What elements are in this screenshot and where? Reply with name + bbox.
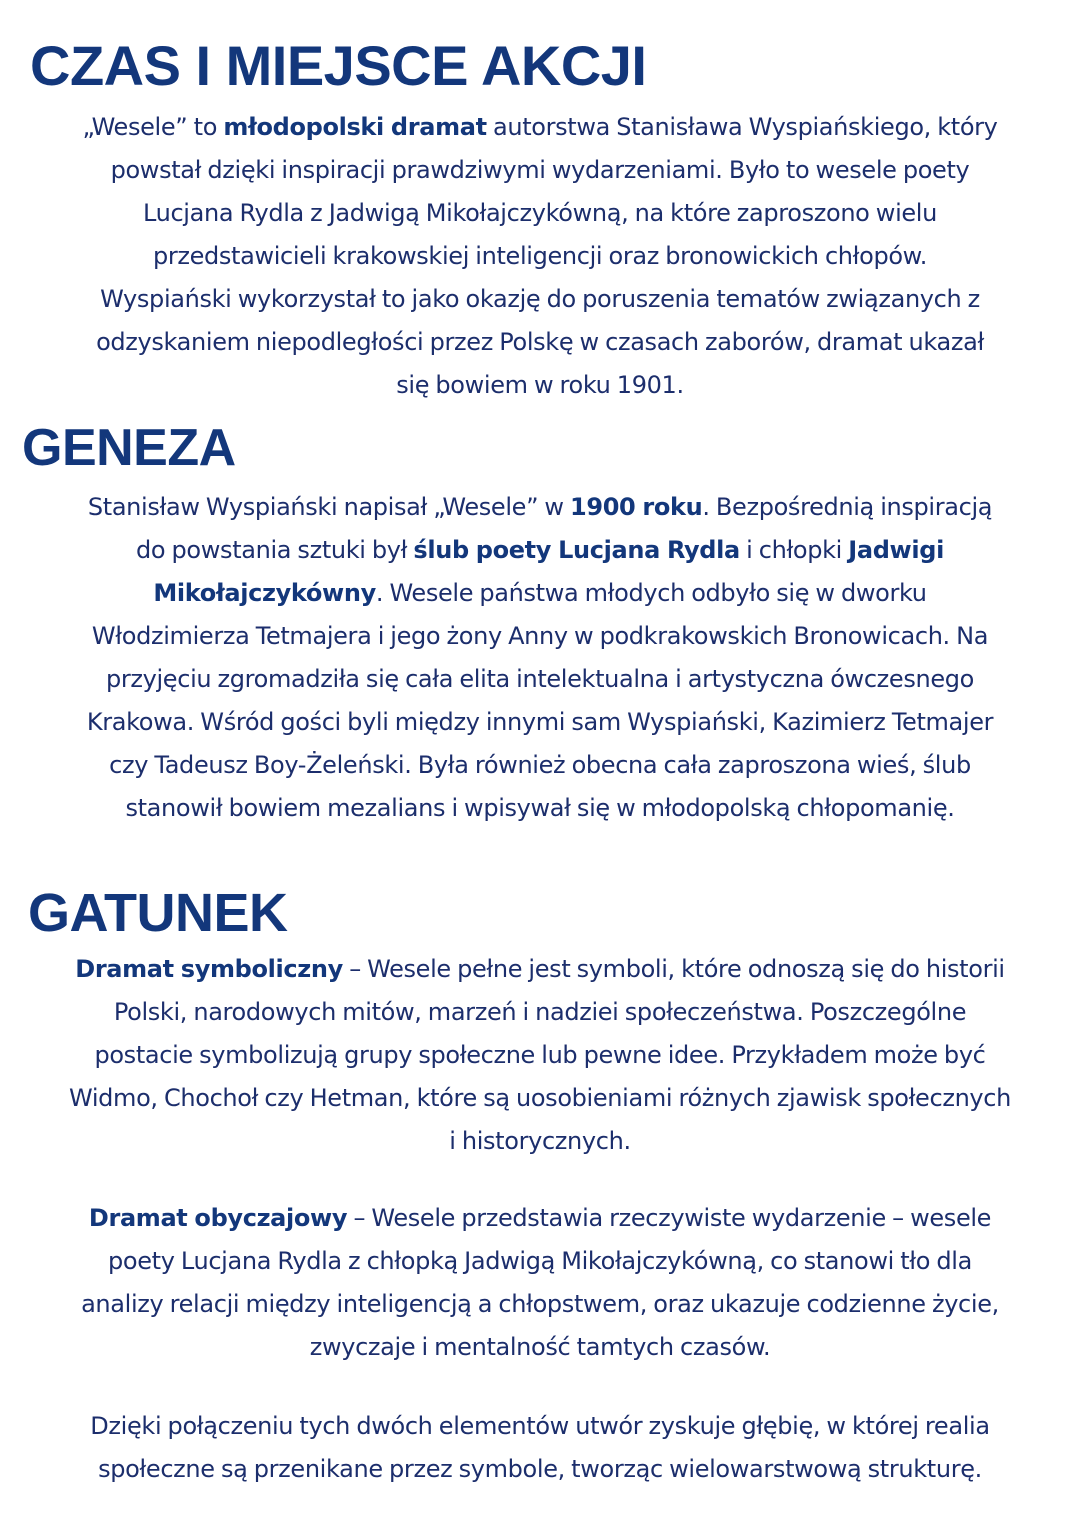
text-run: się bowiem w roku 1901. [396,371,684,399]
text-run: Polski, narodowych mitów, marzeń i nadziei społeczeństwa. Poszczególne [113,998,967,1026]
text-line [10,991,1070,1034]
text-line [10,615,1070,658]
text-run: – Wesele przedstawia rzeczywiste wydarzenie – wesele [347,1204,992,1232]
text-run: analizy relacji między inteligencją a chłopstwem, oraz ukazuje codzienne życie, [81,1290,999,1318]
paragraph-geneza [10,486,1070,830]
bold-text-run: ślub poety Lucjana Rydla [413,536,740,564]
text-line [10,948,1070,991]
text-line [10,192,1070,235]
bold-text-run: Dramat symboliczny [75,955,343,983]
bold-text-run: 1900 roku [570,493,703,521]
text-line [10,1120,1070,1163]
text-run: Wyspiański wykorzystał to jako okazję do poruszenia tematów związanych z [100,285,980,313]
paragraph-czas-i-miejsce [10,106,1070,407]
text-run: do powstania sztuki był [136,536,414,564]
text-run: czy Tadeusz Boy-Żeleński. Była również obecna cała zaproszona wieś, ślub [109,751,971,779]
text-run: . Bezpośrednią inspiracją [702,493,993,521]
text-run: „Wesele” to [82,113,224,141]
bold-text-run: Dramat obyczajowy [88,1204,348,1232]
text-line [10,1240,1070,1283]
text-line [10,1326,1070,1369]
text-line [10,1077,1070,1120]
text-run: i historycznych. [449,1127,631,1155]
paragraph-dramat-symboliczny [10,948,1070,1163]
text-run: Krakowa. Wśród gości byli między innymi sam Wyspiański, Kazimierz Tetmajer [86,708,994,736]
text-run: autorstwa Stanisława Wyspiańskiego, który [486,113,998,141]
text-run: odzyskaniem niepodległości przez Polskę w czasach zaborów, dramat ukazał [96,328,984,356]
paragraph-dramat-obyczajowy [10,1197,1070,1369]
text-line [10,1283,1070,1326]
text-run: i chłopki [739,536,849,564]
text-line [10,1405,1070,1448]
text-run: . Wesele państwa młodych odbyło się w dworku [375,579,927,607]
text-run: Dzięki połączeniu tych dwóch elementów utwór zyskuje głębię, w której realia [90,1412,990,1440]
text-run: Widmo, Chochoł czy Hetman, które są uosobieniami różnych zjawisk społecznych [69,1084,1011,1112]
text-line [10,572,1070,615]
text-run: – Wesele pełne jest symboli, które odnoszą się do historii [342,955,1005,983]
bold-text-run: Mikołajczykówny [153,579,376,607]
heading-czas-i-miejsce-akcji: CZAS I MIEJSCE AKCJI [30,34,647,97]
bold-text-run: młodopolski dramat [223,113,487,141]
bold-text-run: Jadwigi [848,536,944,564]
text-run: postacie symbolizują grupy społeczne lub pewne idee. Przykładem może być [94,1041,986,1069]
text-line [10,701,1070,744]
paragraph-podsumowanie [10,1405,1070,1491]
text-line [10,1197,1070,1240]
text-run: Stanisław Wyspiański napisał „Wesele” w [87,493,570,521]
text-run: powstał dzięki inspiracji prawdziwymi wydarzeniami. Było to wesele poety [110,156,970,184]
text-line [10,106,1070,149]
text-line [10,364,1070,407]
text-run: przyjęciu zgromadziła się cała elita intelektualna i artystyczna ówczesnego [105,665,974,693]
text-line [10,278,1070,321]
text-run: Lucjana Rydla z Jadwigą Mikołajczykówną, na które zaproszono wielu [142,199,937,227]
text-line [10,321,1070,364]
text-line [10,529,1070,572]
text-line [10,744,1070,787]
text-line [10,235,1070,278]
text-run: stanowił bowiem mezalians i wpisywał się w młodopolską chłopomanię. [125,794,955,822]
text-run: społeczne są przenikane przez symbole, tworząc wielowarstwową strukturę. [98,1455,982,1483]
text-run: przedstawicieli krakowskiej inteligencji oraz bronowickich chłopów. [152,242,928,270]
text-line [10,1448,1070,1491]
text-line [10,658,1070,701]
heading-gatunek: GATUNEK [28,883,288,943]
text-run: zwyczaje i mentalność tamtych czasów. [309,1333,771,1361]
text-run: Włodzimierza Tetmajera i jego żony Anny w podkrakowskich Bronowicach. Na [91,622,989,650]
heading-geneza: GENEZA [22,419,236,477]
text-line [10,149,1070,192]
text-line [10,787,1070,830]
text-line [10,1034,1070,1077]
text-run: poety Lucjana Rydla z chłopką Jadwigą Mikołajczykówną, co stanowi tło dla [108,1247,972,1275]
text-line [10,486,1070,529]
